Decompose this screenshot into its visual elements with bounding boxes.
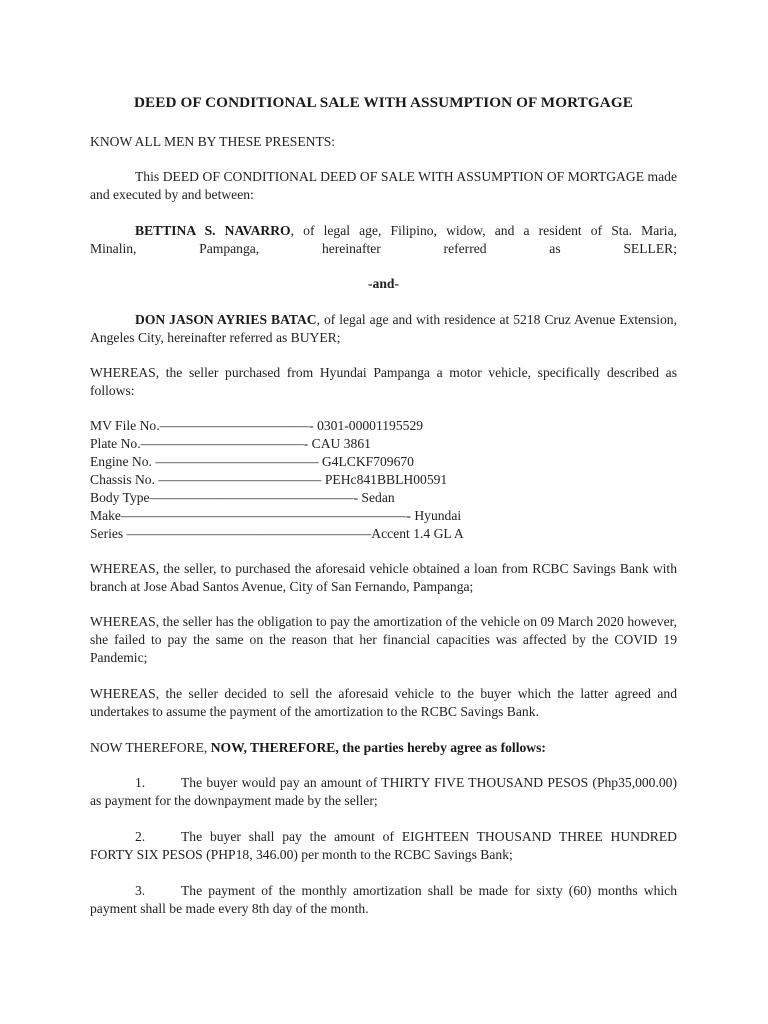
document-title: DEED OF CONDITIONAL SALE WITH ASSUMPTION OF MORTGAGE bbox=[133, 94, 634, 111]
list-item bbox=[90, 774, 677, 810]
buyer-paragraph bbox=[90, 311, 677, 347]
whereas-obligation: WHEREAS, the seller has the obligation to pay the amortization of the vehicle on 09 March 2020 however, she failed to pay the same on the reason that her financial capacities was affected by the COVID 19 Pandemic; bbox=[90, 614, 677, 665]
now-therefore-heading bbox=[90, 739, 677, 757]
list-item-text: The buyer shall pay the amount of EIGHTEEN THOUSAND THREE HUNDRED FORTY SIX PESOS (PHP18, 346.00) per month to the RCBC Savings Bank; bbox=[90, 829, 677, 862]
list-item bbox=[90, 828, 677, 864]
whereas-sale: WHEREAS, the seller decided to sell the aforesaid vehicle to the buyer which the latter agreed and undertakes to assume the payment of the amortization to the RCBC Savings Bank. bbox=[90, 686, 677, 719]
list-item-number: 2. bbox=[135, 829, 146, 844]
know-all-heading: KNOW ALL MEN BY THESE PRESENTS: bbox=[90, 134, 336, 149]
seller-name: BETTINA S. NAVARRO bbox=[135, 223, 291, 238]
spec-plate: Plate No.————————————- CAU 3861 bbox=[90, 436, 371, 451]
spec-make: Make—————————————————————- Hyundai bbox=[90, 508, 462, 523]
list-item-text: The payment of the monthly amortization shall be made for sixty (60) months which payment shall be made every 8th day of the month. bbox=[90, 883, 677, 916]
spec-series: Series ——————————————————Accent 1.4 GL A bbox=[90, 526, 464, 541]
spec-chassis: Chassis No. ———————————— PEHc841BBLH00591 bbox=[90, 472, 448, 487]
seller-paragraph bbox=[90, 222, 677, 258]
seller-line-1 bbox=[90, 222, 677, 240]
list-item-text: The buyer would pay an amount of THIRTY FIVE THOUSAND PESOS (Php35,000.00) as payment for the downpayment made by the seller; bbox=[90, 775, 677, 808]
seller-desc-1: , of legal age, Filipino, widow, and a resident of Sta. Maria, bbox=[290, 223, 677, 238]
whereas-loan: WHEREAS, the seller, to purchased the aforesaid vehicle obtained a loan from RCBC Savings Bank with branch at Jose Abad Santos Avenue, City of San Fernando, Pampanga; bbox=[90, 561, 677, 594]
list-item bbox=[90, 882, 677, 918]
whereas-purchase: WHEREAS, the seller purchased from Hyundai Pampanga a motor vehicle, specifically described as follows: bbox=[90, 365, 677, 398]
seller-line-2: Minalin, Pampanga, hereinafter referred as SELLER; bbox=[90, 241, 677, 256]
spec-engine: Engine No. ———————————— G4LCKF709670 bbox=[90, 454, 414, 469]
list-item-number: 1. bbox=[135, 775, 146, 790]
list-item-number: 3. bbox=[135, 883, 146, 898]
now-therefore-bold: NOW, THEREFORE, the parties hereby agree as follows: bbox=[210, 740, 546, 755]
intro-paragraph: This DEED OF CONDITIONAL DEED OF SALE WITH ASSUMPTION OF MORTGAGE made and executed by and between: bbox=[90, 169, 677, 202]
and-separator: -and- bbox=[368, 276, 399, 291]
buyer-name: DON JASON AYRIES BATAC bbox=[135, 312, 317, 327]
spec-body-type: Body Type———————————————- Sedan bbox=[90, 490, 395, 505]
spec-mv-file: MV File No.———————————- 0301-00001195529 bbox=[90, 418, 424, 433]
now-therefore-plain: NOW THEREFORE, bbox=[90, 740, 211, 755]
buyer-desc: , of legal age and with residence at 5218 Cruz Avenue Extension, Angeles City, hereinafter referred as BUYER; bbox=[90, 312, 677, 345]
